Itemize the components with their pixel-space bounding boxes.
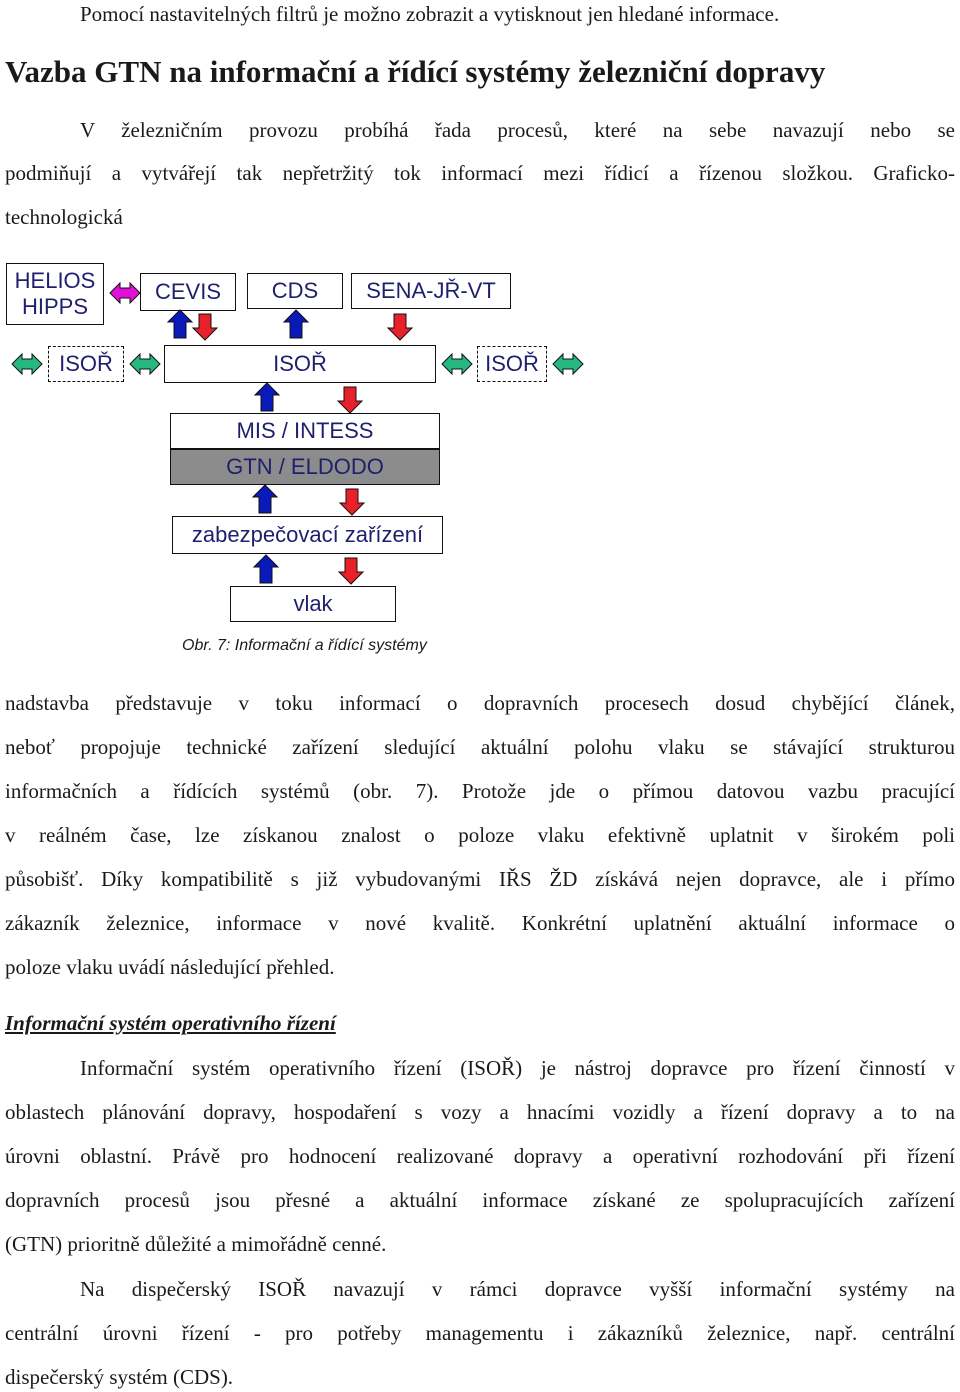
label-isor-center: ISOŘ [273, 351, 327, 376]
page-heading: Vazba GTN na informační a řídící systémy železniční dopravy [5, 54, 826, 89]
arrow-down-isor [338, 387, 362, 413]
label-isor-left: ISOŘ [59, 351, 113, 376]
arrow-down-sena [388, 314, 412, 340]
label-gtn-eldodo: GTN / ELDODO [226, 454, 384, 479]
label-cevis: CEVIS [154, 279, 222, 304]
para3-line-5: (GTN) prioritně důležité a mimořádně cenné. [5, 1232, 387, 1256]
figure-arrows [0, 0, 960, 660]
arrow-down-cevis [193, 314, 217, 340]
para2-line-5: působišť. Díky kompatibilitě s již vybudovanými IŘS ŽD získává nejen dopravce, ale i přímo [5, 867, 955, 891]
para2-line-2: neboť propojuje technické zařízení sledující aktuální polohu vlaku se stávající strukturou [5, 735, 955, 759]
label-vlak: vlak [293, 591, 333, 616]
bidirectional-arrow-teal-far-right [553, 354, 583, 374]
label-cds: CDS [271, 278, 319, 303]
bidirectional-arrow-teal-left [12, 354, 42, 374]
para3-line-4: dopravních procesů jsou přesné a aktuální informace získané ze spolupracujících zařízení [5, 1188, 955, 1212]
para1-line-1: V železničním provozu probíhá řada procesů, které na sebe navazují nebo se [80, 118, 955, 142]
arrow-up-vlak [254, 555, 278, 583]
label-sena: SENA-JŘ-VT [366, 278, 496, 303]
arrow-up-gtn [253, 485, 277, 513]
label-helios: HELIOS [14, 268, 96, 293]
arrow-up-cevis [168, 310, 192, 338]
bidirectional-arrow-magenta [110, 283, 140, 303]
label-zabezpecovaci: zabezpečovací zařízení [191, 522, 424, 547]
para2-line-7: poloze vlaku uvádí následující přehled. [5, 955, 335, 979]
para4-line-1: Na dispečerský ISOŘ navazují v rámci dopravce vyšší informační systémy na [80, 1277, 955, 1301]
para1-line-3: technologická [5, 205, 123, 229]
figure-caption: Obr. 7: Informační a řídící systémy [182, 637, 427, 654]
arrow-down-gtn [340, 489, 364, 515]
bidirectional-arrow-teal-center [130, 354, 160, 374]
para2-line-4: v reálném čase, lze získanou znalost o poloze vlaku efektivně uplatnit v širokém poli [5, 823, 955, 847]
section-subheading: Informační systém operativního řízení [5, 1011, 336, 1035]
label-isor-right: ISOŘ [485, 351, 539, 376]
para2-line-1: nadstavba představuje v toku informací o dopravních procesech dosud chybějící článek, [5, 691, 955, 715]
label-mis-intess: MIS / INTESS [236, 418, 374, 443]
para4-line-3: dispečerský systém (CDS). [5, 1365, 234, 1389]
para1-line-2: podmiňují a vytvářejí tak nepřetržitý tok informací mezi řídicí a řízenou složkou. Graficko- [5, 161, 955, 185]
para2-line-6: zákazník železnice, informace v nové kvalitě. Konkrétní uplatnění aktuální informace o [5, 911, 955, 935]
para4-line-2: centrální úrovni řízení - pro potřeby managementu i zákazníků železnice, např. centrální [5, 1321, 955, 1345]
para2-line-3: informačních a řídících systémů (obr. 7). Protože jde o přímou datovou vazbu pracující [5, 779, 955, 803]
intro-line: Pomocí nastavitelných filtrů je možno zobrazit a vytisknout jen hledané informace. [80, 2, 780, 26]
bidirectional-arrow-teal-right [442, 354, 472, 374]
para3-line-2: oblastech plánování dopravy, hospodaření s vozy a hnacími vozidly a řízení dopravy a to na [5, 1100, 955, 1124]
label-hipps: HIPPS [21, 294, 89, 319]
para3-line-3: úrovni oblastní. Právě pro hodnocení realizované dopravy a operativní rozhodování při řízení [5, 1144, 955, 1168]
arrow-up-cds [284, 310, 308, 338]
arrow-up-isor [255, 383, 279, 411]
para3-line-1: Informační systém operativního řízení (ISOŘ) je nástroj dopravce pro řízení činností v [80, 1056, 955, 1080]
arrow-down-vlak [339, 558, 363, 584]
